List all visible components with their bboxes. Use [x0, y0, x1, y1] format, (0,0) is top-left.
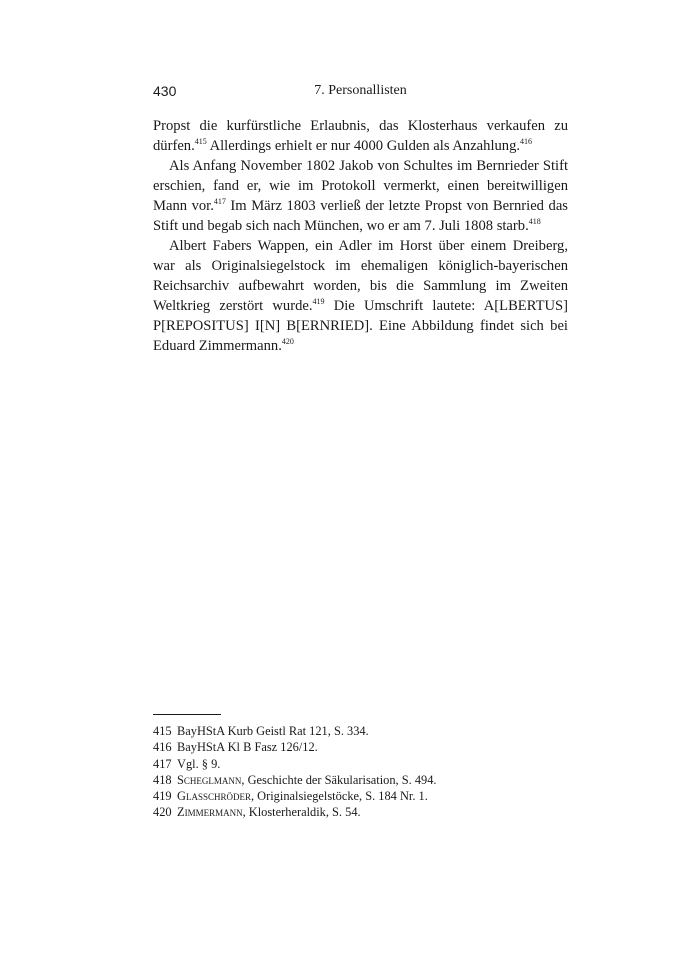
- footnote-ref: 419: [312, 297, 325, 306]
- footnote-number: 419: [153, 789, 172, 804]
- footnote-text: BayHStA Kl B Fasz 126/12.: [177, 740, 318, 755]
- footnote-ref: 420: [281, 337, 294, 346]
- page-header: [153, 83, 568, 103]
- paragraph-text: Albert Fabers Wappen, ein Adler im Horst über einem Dreiberg, war als Originalsiegelstock im ehemaligen königlich-bayerischen Reichsarchiv aufbewahrt worden, bis die Sammlung im Zweiten Weltkrieg zerstört wurde.: [153, 238, 568, 314]
- page-number: 430: [153, 83, 177, 99]
- paragraph-text: Im März 1803 verließ der letzte Propst von Bernried das Stift und begab sich nach München, wo er am 7. Juli 1808 starb.: [153, 198, 568, 234]
- footnote-ref: 416: [520, 137, 533, 146]
- paragraph-text: Allerdings erhielt er nur 4000 Gulden als Anzahlung.: [206, 138, 521, 154]
- footnote: [153, 739, 568, 755]
- footnote-number: 418: [153, 772, 172, 787]
- footnote-author: Glasschröder: [177, 789, 251, 804]
- footnotes: [153, 723, 568, 821]
- footnote: [153, 756, 568, 772]
- footnote-author: Scheglmann: [177, 772, 242, 787]
- footnote: [153, 788, 568, 804]
- paragraph-3: [153, 236, 568, 356]
- paragraph-2: [153, 156, 568, 236]
- footnote-number: 417: [153, 756, 172, 771]
- paragraph-text: Propst die kurfürstliche Erlaubnis, das Klosterhaus verkaufen zu dürfen.: [153, 118, 568, 154]
- footnote: [153, 804, 568, 820]
- paragraph-text: Als Anfang November 1802 Jakob von Schultes im Bernrieder Stift erschien, fand er, wie im Protokoll vermerkt, einen bereitwilligen Mann vor.: [153, 158, 568, 214]
- footnote-author: Zimmermann: [177, 805, 243, 820]
- footnote-ref: 417: [213, 197, 226, 206]
- paragraph-1: [153, 116, 568, 156]
- body-text: [153, 116, 568, 356]
- footnote-number: 416: [153, 740, 172, 755]
- footnote: [153, 723, 568, 739]
- footnote-number: 415: [153, 724, 172, 738]
- footnote-text: , Klosterheraldik, S. 54.: [242, 805, 361, 820]
- footnote-text: Vgl. § 9.: [177, 756, 221, 771]
- footnote-ref: 415: [194, 137, 207, 146]
- footnote: [153, 772, 568, 788]
- footnote-ref: 418: [528, 217, 541, 226]
- footnote-text: BayHStA Kurb Geistl Rat 121, S. 334.: [177, 724, 369, 738]
- paragraph-text: Die Umschrift lautete: A[LBERTUS] P[REPOSITUS] I[N] B[ERNRIED]. Eine Abbildung findet sich bei Eduard Zimmermann.: [153, 298, 568, 354]
- footnote-text: , Originalsiegelstöcke, S. 184 Nr. 1.: [250, 789, 428, 804]
- footnote-separator: [153, 714, 221, 715]
- footnote-text: , Geschichte der Säkularisation, S. 494.: [241, 772, 437, 787]
- footnote-number: 420: [153, 805, 172, 820]
- running-head: 7. Personallisten: [314, 83, 407, 98]
